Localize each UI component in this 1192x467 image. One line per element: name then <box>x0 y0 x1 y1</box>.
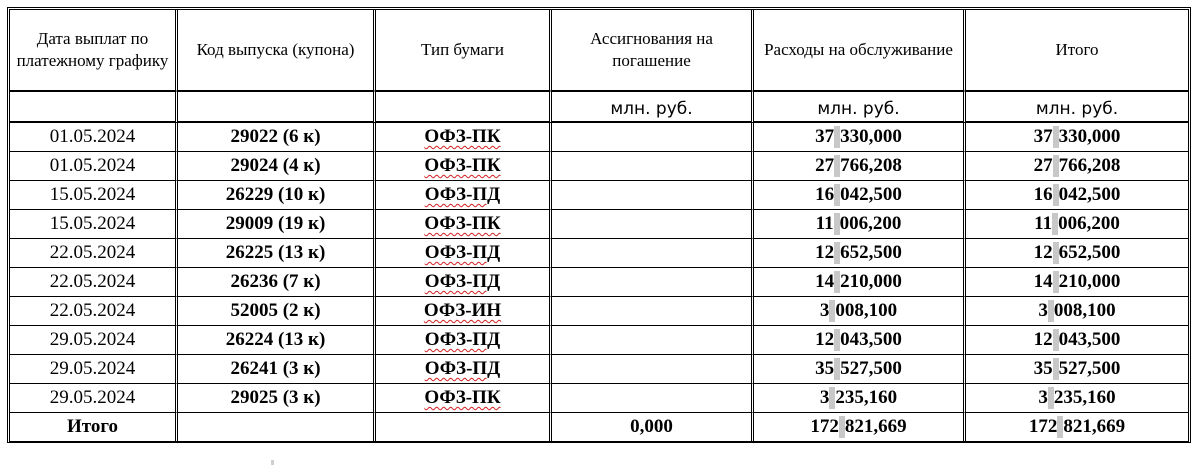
cell-total <box>966 297 1188 326</box>
cell-service-costs-int: 3 <box>819 300 830 321</box>
security-type: ОФЗ-ПД <box>424 358 501 379</box>
header-row <box>10 10 1188 91</box>
total-service-costs-int: 172 <box>810 416 839 437</box>
cell-assignments <box>552 210 754 239</box>
cell-date: 15.05.2024 <box>10 210 178 239</box>
cell-service-costs <box>754 239 966 268</box>
cell-total-int: 27 <box>1033 155 1053 176</box>
table-row <box>10 210 1188 239</box>
cell-assignments <box>552 384 754 413</box>
table-row <box>10 152 1188 181</box>
cell-date: 29.05.2024 <box>10 355 178 384</box>
cell-total-value <box>1038 300 1115 322</box>
cell-service-costs-value <box>820 387 897 409</box>
cell-service-costs-int: 12 <box>815 242 835 263</box>
cell-total-rest: 043,500 <box>1058 329 1121 350</box>
cell-type <box>376 181 552 210</box>
cell-type <box>376 123 552 152</box>
cell-service-costs-value <box>815 329 902 351</box>
cell-total-int: 16 <box>1033 184 1053 205</box>
cell-service-costs <box>754 384 966 413</box>
units-empty-date <box>10 91 178 123</box>
total-assignments: 0,000 <box>552 413 754 441</box>
cell-code: 29025 (3 к) <box>178 384 376 413</box>
cell-service-costs-rest: 006,200 <box>839 213 902 234</box>
cell-assignments <box>552 123 754 152</box>
cell-service-costs-rest: 527,500 <box>840 358 902 379</box>
total-service-costs-rest: 821,669 <box>844 416 907 437</box>
cell-assignments <box>552 268 754 297</box>
cell-total-value <box>1034 184 1121 206</box>
cell-service-costs-rest: 210,000 <box>840 271 902 292</box>
cell-code: 52005 (2 к) <box>178 297 376 326</box>
cell-total-value <box>1034 213 1120 235</box>
security-type: ОФЗ-ПД <box>424 184 501 205</box>
cell-assignments <box>552 355 754 384</box>
cell-date: 29.05.2024 <box>10 384 178 413</box>
cell-total-rest: 330,000 <box>1058 126 1121 147</box>
cell-service-costs-rest: 652,500 <box>840 242 902 263</box>
stray-mark <box>271 460 274 465</box>
cell-code: 29009 (19 к) <box>178 210 376 239</box>
table-row <box>10 181 1188 210</box>
cell-date: 22.05.2024 <box>10 297 178 326</box>
total-grand-int: 172 <box>1028 416 1058 437</box>
cell-service-costs <box>754 297 966 326</box>
cell-code: 29024 (4 к) <box>178 152 376 181</box>
cell-service-costs-int: 16 <box>815 184 835 205</box>
cell-code: 26241 (3 к) <box>178 355 376 384</box>
security-type: ОФЗ-ПД <box>424 242 501 263</box>
security-type: ОФЗ-ПД <box>424 329 501 350</box>
cell-service-costs <box>754 123 966 152</box>
table-row <box>10 326 1188 355</box>
cell-service-costs-int: 3 <box>819 387 830 408</box>
cell-service-costs <box>754 210 966 239</box>
cell-total-rest: 766,208 <box>1058 155 1121 176</box>
cell-service-costs-int: 35 <box>815 358 835 379</box>
cell-date: 01.05.2024 <box>10 152 178 181</box>
cell-code: 26229 (10 к) <box>178 181 376 210</box>
cell-total-rest: 210,000 <box>1058 271 1121 292</box>
cell-total-rest: 235,160 <box>1053 387 1116 408</box>
cell-type <box>376 297 552 326</box>
total-grand <box>966 413 1188 441</box>
header-date: Дата выплат по платежному графику <box>10 10 178 91</box>
cell-type <box>376 239 552 268</box>
total-grand-rest: 821,669 <box>1063 416 1126 437</box>
total-row <box>10 413 1188 441</box>
units-total: млн. руб. <box>966 91 1188 123</box>
cell-type <box>376 326 552 355</box>
total-empty-code <box>178 413 376 441</box>
total-label: Итого <box>10 413 178 441</box>
table-row <box>10 384 1188 413</box>
cell-total-rest: 042,500 <box>1058 184 1121 205</box>
security-type: ОФЗ-ПК <box>424 387 501 408</box>
cell-total-int: 12 <box>1033 242 1053 263</box>
cell-date: 29.05.2024 <box>10 326 178 355</box>
table-row <box>10 268 1188 297</box>
cell-date: 15.05.2024 <box>10 181 178 210</box>
cell-code: 26225 (13 к) <box>178 239 376 268</box>
cell-total-rest: 652,500 <box>1058 242 1121 263</box>
cell-service-costs <box>754 355 966 384</box>
cell-total <box>966 355 1188 384</box>
cell-total <box>966 152 1188 181</box>
security-type: ОФЗ-ПД <box>424 271 501 292</box>
header-code: Код выпуска (купона) <box>178 10 376 91</box>
cell-service-costs-value <box>816 213 902 235</box>
cell-total-value <box>1034 329 1121 351</box>
cell-service-costs-rest: 235,160 <box>835 387 898 408</box>
cell-service-costs <box>754 181 966 210</box>
cell-service-costs <box>754 268 966 297</box>
cell-code: 26224 (13 к) <box>178 326 376 355</box>
cell-service-costs-rest: 008,100 <box>835 300 898 321</box>
cell-total-value <box>1034 155 1121 177</box>
cell-type <box>376 355 552 384</box>
cell-total <box>966 181 1188 210</box>
header-type: Тип бумаги <box>376 10 552 91</box>
cell-code: 29022 (6 к) <box>178 123 376 152</box>
cell-total <box>966 326 1188 355</box>
cell-total-value <box>1034 126 1121 148</box>
cell-service-costs-value <box>815 155 902 177</box>
cell-assignments <box>552 152 754 181</box>
security-type: ОФЗ-ПК <box>424 213 501 234</box>
units-service-costs: млн. руб. <box>754 91 966 123</box>
cell-total-int: 3 <box>1038 300 1048 321</box>
cell-service-costs-int: 11 <box>815 213 834 234</box>
units-row <box>10 91 1188 123</box>
cell-assignments <box>552 326 754 355</box>
table-row <box>10 297 1188 326</box>
cell-service-costs <box>754 152 966 181</box>
cell-service-costs-rest: 042,500 <box>840 184 902 205</box>
units-empty-type <box>376 91 552 123</box>
cell-service-costs-value <box>815 126 902 148</box>
security-type: ОФЗ-ИН <box>423 300 502 321</box>
cell-total-int: 11 <box>1034 213 1053 234</box>
cell-service-costs-value <box>815 271 902 293</box>
header-assignments: Ассигнования на погашение <box>552 10 754 91</box>
cell-code: 26236 (7 к) <box>178 268 376 297</box>
cell-type <box>376 152 552 181</box>
cell-service-costs-rest: 043,500 <box>840 329 902 350</box>
cell-total <box>966 123 1188 152</box>
cell-service-costs-value <box>820 300 897 322</box>
cell-date: 22.05.2024 <box>10 239 178 268</box>
cell-service-costs-int: 12 <box>815 329 835 350</box>
cell-service-costs-value <box>815 184 902 206</box>
cell-assignments <box>552 239 754 268</box>
cell-total <box>966 210 1188 239</box>
cell-type <box>376 268 552 297</box>
units-assignments: млн. руб. <box>552 91 754 123</box>
cell-assignments <box>552 181 754 210</box>
cell-total-rest: 006,200 <box>1058 213 1120 234</box>
header-service-costs: Расходы на обслуживание <box>754 10 966 91</box>
cell-total-int: 14 <box>1033 271 1053 292</box>
cell-service-costs-int: 27 <box>815 155 835 176</box>
cell-date: 22.05.2024 <box>10 268 178 297</box>
units-empty-code <box>178 91 376 123</box>
total-service-costs <box>754 413 966 441</box>
cell-total <box>966 384 1188 413</box>
table-row <box>10 239 1188 268</box>
cell-service-costs-int: 14 <box>815 271 835 292</box>
cell-total-rest: 527,500 <box>1058 358 1121 379</box>
payment-schedule-table <box>7 7 1191 443</box>
cell-total-value <box>1034 242 1121 264</box>
cell-total-int: 12 <box>1033 329 1053 350</box>
cell-service-costs-rest: 330,000 <box>840 126 902 147</box>
cell-type <box>376 384 552 413</box>
cell-total <box>966 268 1188 297</box>
total-empty-type <box>376 413 552 441</box>
table-row <box>10 355 1188 384</box>
total-service-costs-value <box>810 416 906 438</box>
cell-total-rest: 008,100 <box>1053 300 1116 321</box>
cell-total <box>966 239 1188 268</box>
cell-total-value <box>1034 358 1121 380</box>
cell-date: 01.05.2024 <box>10 123 178 152</box>
cell-total-value <box>1038 387 1115 409</box>
cell-total-int: 37 <box>1033 126 1053 147</box>
header-total: Итого <box>966 10 1188 91</box>
total-grand-value <box>1029 416 1125 438</box>
security-type: ОФЗ-ПК <box>424 155 501 176</box>
cell-type <box>376 210 552 239</box>
cell-service-costs-value <box>815 358 902 380</box>
cell-assignments <box>552 297 754 326</box>
cell-service-costs <box>754 326 966 355</box>
table-row <box>10 123 1188 152</box>
cell-total-int: 35 <box>1033 358 1053 379</box>
cell-service-costs-int: 37 <box>815 126 835 147</box>
cell-service-costs-rest: 766,208 <box>840 155 902 176</box>
cell-total-value <box>1034 271 1121 293</box>
security-type: ОФЗ-ПК <box>424 126 501 147</box>
cell-total-int: 3 <box>1038 387 1048 408</box>
cell-service-costs-value <box>815 242 902 264</box>
